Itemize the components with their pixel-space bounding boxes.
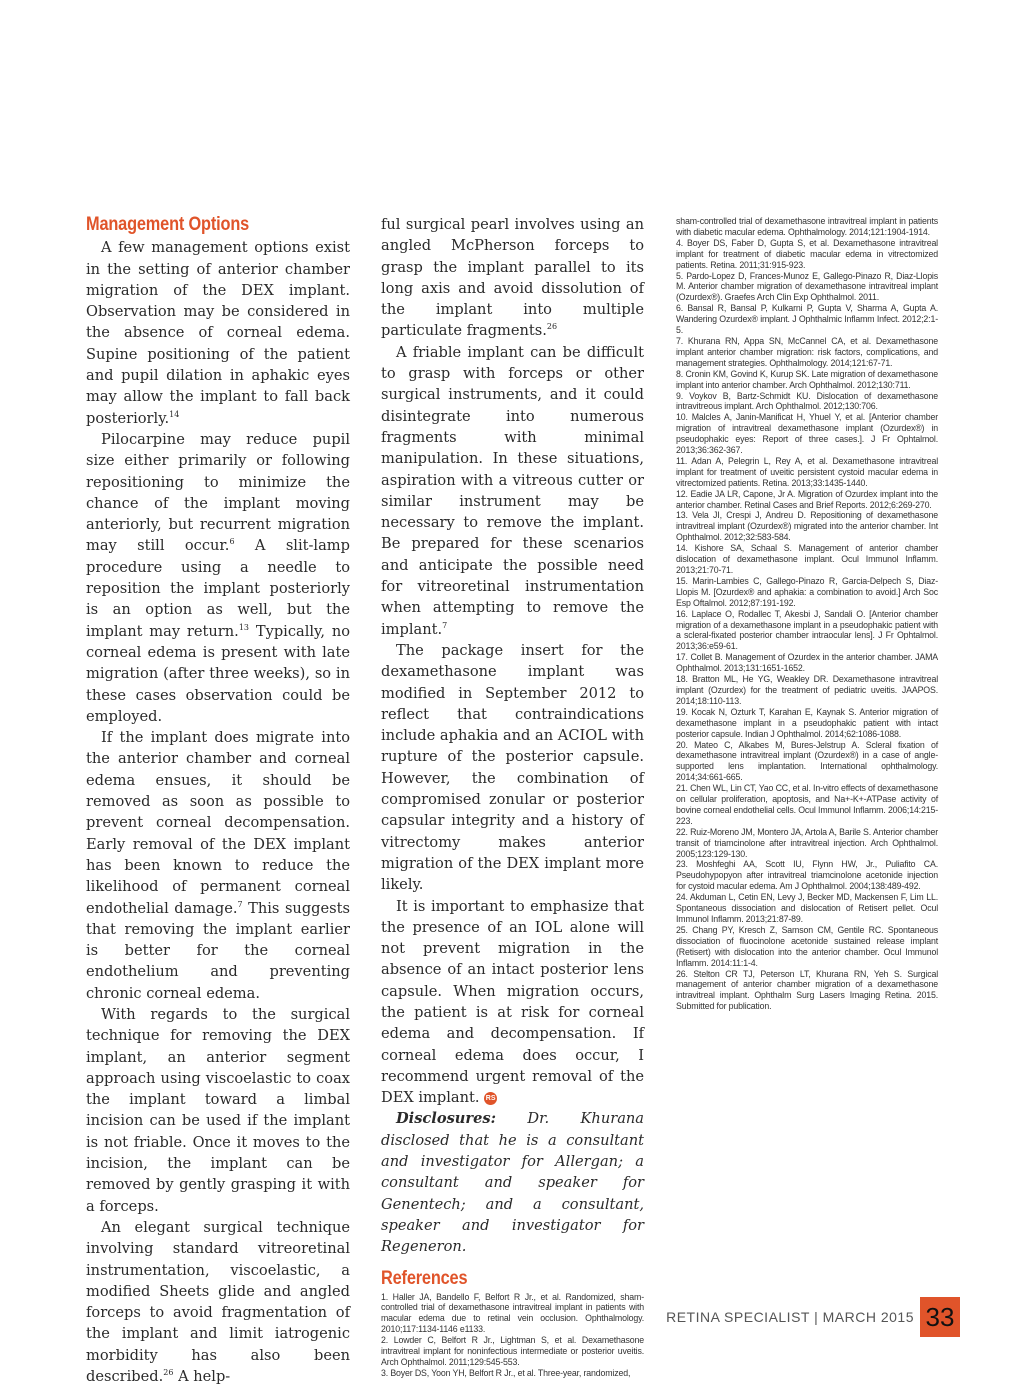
citation: 26 <box>163 1368 174 1378</box>
citation: 26 <box>546 322 558 332</box>
reference-item: 22. Ruiz-Moreno JM, Montero JA, Artola A, Barile S. Anterior chamber transit of triamcinolone after intravitreal injection. Arch Ophthalmol. 2005;123:129-130. <box>676 826 938 859</box>
paragraph: If the implant does migrate into the anterior chamber and corneal edema ensues, it should be removed as soon as possible to prevent corneal decompensation. Early removal of the DEX implant has been known to reduce the likelihood of permanent corneal endothelial damage.$^7$ This suggests that removing the implant earlier is better for the corneal endothelium and preventing chronic corneal edema. <box>86 729 350 1002</box>
reference-item: 7. Khurana RN, Appa SN, McCannel CA, et al. Dexamethasone implant anterior chamber migration: risk factors, complications, and management strategies. Ophthalmology. 2014;121:67-71. <box>676 335 938 368</box>
page-number: 33 <box>920 1297 960 1337</box>
column-1 <box>86 214 350 1387</box>
reference-item: sham-controlled trial of dexamethasone intravitreal implant in patients with diabetic macular edema. Ophthalmology. 2014;121:1904-1914. <box>676 216 938 237</box>
references-list-part-2 <box>676 216 938 1012</box>
reference-item: 15. Marin-Lambies C, Gallego-Pinazo R, Garcia-Delpech S, Diaz-Llopis M. [Ozurdex® and aphakia: a combination to avoid.] Arch Soc Esp Oftalmol. 2012;87:191-192. <box>676 575 938 608</box>
references-list-part-1 <box>381 1292 644 1379</box>
footer-publication: RETINA SPECIALIST | MARCH 2015 <box>666 1309 914 1325</box>
citation: 7 <box>442 620 448 630</box>
reference-item: 13. Vela JI, Crespi J, Andreu D. Repositioning of dexamethasone intravitreal implant (Ozurdex®) migrated into the anterior chamber. Int Ophthalmol. 2012;32:583-584. <box>676 510 938 543</box>
end-of-article-icon: RS <box>484 1092 497 1105</box>
paragraph: ful surgical pearl involves using an angled McPherson forceps to grasp the implant parallel to its long axis and avoid dissolution of the implant into multiple particulate fragments.$^{26}$ <box>381 216 644 340</box>
reference-item: 26. Stelton CR TJ, Peterson LT, Khurana RN, Yeh S. Surgical management of anterior chamber migration of a dexamethasone intravitreal implant. Ophthalm Surg Lasers Imaging Retina. 2015. Submitted for publication. <box>676 968 938 1012</box>
reference-item: 25. Chang PY, Kresch Z, Samson CM, Gentile RC. Spontaneous dissociation of fluocinolone acetonide sustained release implant (Retisert) with dislocation into the anterior chamber. Ocul Immunol Inflamm. 2014:11:1-4. <box>676 924 938 968</box>
paragraph: An elegant surgical technique involving standard vitreoretinal instrumentation, viscoelastic, a modified Sheets glide and angled forceps to avoid fragmentation of the implant and limit iatrogenic morbidity has also been described.$^{26}$ A help- <box>86 1218 350 1386</box>
reference-item: 14. Kishore SA, Schaal S. Management of anterior chamber dislocation of dexamethasone implant. Ocul Immunol Inflamm. 2013;21:70-71. <box>676 543 938 575</box>
reference-item: 4. Boyer DS, Faber D, Gupta S, et al. Dexamethasone intravitreal implant for treatment of diabetic macular edema in vitrectomized patients. Retina. 2011;31:915-923. <box>676 237 938 270</box>
reference-item: 21. Chen WL, Lin CT, Yao CC, et al. In-vitro effects of dexamethasone on cellular proliferation, apoptosis, and Na+-K+-ATPase activity of bovine corneal endothelial cells. Ocul Immunol Inflamm. 2006;14:215-223. <box>676 783 939 826</box>
reference-item: 24. Akduman L, Cetin EN, Levy J, Becker MD, Mackensen F, Lim LL. Spontaneous dissociation and dislocation of Retisert pellet. Ocul Immunol Inflamm. 2013;21:87-89. <box>676 892 938 924</box>
paragraph: Pilocarpine may reduce pupil size either primarily or following repositioning to minimize the chance of the implant moving anteriorly, but recurrent migration may still occur.$^6$ A slit-lamp procedure using a needle to reposition the implant posteriorly is an option as well, but the implant may return.$^{13}$ Typically, no corneal edema is present with late migration (after three weeks), so in these cases observation could be employed. <box>86 430 351 725</box>
reference-item: 6. Bansal R, Bansal P, Kulkarni P, Gupta V, Sharma A, Gupta A. Wandering Ozurdex® implant. J Ophthalmic Inflamm Infect. 2012;2:1-5. <box>676 303 938 336</box>
paragraph: With regards to the surgical technique for removing the DEX implant, an anterior segment approach using viscoelastic to coax the implant toward a limbal incision can be used if the implant is not friable. Once it moves to the incision, the implant can be removed by gently grasping it with a forceps. <box>86 1005 350 1215</box>
paragraph: It is important to emphasize that the presence of an IOL alone will not prevent migration in the absence of an intact posterior lens capsule. When migration occurs, the patient is at risk for corneal edema and decompensation. If corneal edema does occur, I recommend urgent removal of the DEX implant. RS <box>381 897 644 1107</box>
reference-item: 1. Haller JA, Bandello F, Belfort R Jr., et al. Randomized, sham-controlled trial of dexamethasone intravitreal implant in patients with macular edema due to retinal vein occlusion. Ophthalmology. 2010;117:1134-1146 e1133. <box>381 1291 644 1335</box>
paragraph: A friable implant can be difficult to grasp with forceps or other surgical instruments, and it could disintegrate into numerous fragments with minimal manipulation. In these situations, aspiration with a vitreous cutter or similar instrument may be necessary to remove the implant. Be prepared for these scenarios and anticipate the possible need for vitreoretinal instrumentation when attempting to remove the implant.$^7$ <box>381 343 644 638</box>
reference-item: 23. Moshfeghi AA, Scott IU, Flynn HW, Jr., Puliafito CA. Pseudohypopyon after intravitreal triamcinolone acetonide injection for cystoid macular edema. Am J Ophthalmol. 2004;138:489-492. <box>676 859 938 892</box>
paragraph: The package insert for the dexamethasone implant was modified in September 2012 to reflect that contraindications include aphakia and an ACIOL with rupture of the posterior capsule. However, the combination of compromised zonular or posterior capsular integrity and a history of vitrectomy makes anterior migration of the DEX implant more likely. <box>381 641 644 894</box>
citation: 7 <box>237 899 243 909</box>
reference-item: 18. Bratton ML, He YG, Weakley DR. Dexamethasone intravitreal implant (Ozurdex) for the treatment of pediatric uveitis. JAAPOS. 2014;18:110-113. <box>676 674 938 706</box>
body-text-block <box>381 214 644 1258</box>
reference-item: 17. Collet B. Management of Ozurdex in the anterior chamber. JAMA Ophthalmol. 2013;131:1651-1652. <box>676 652 938 674</box>
reference-item: 5. Pardo-Lopez D, Frances-Munoz E, Gallego-Pinazo R, Diaz-Llopis M. Anterior chamber migration of dexamethasone intravitreal implant (Ozurdex®). Graefes Arch Clin Exp Ophthalmol. 2011. <box>676 270 938 303</box>
citation: 6 <box>229 537 235 547</box>
citation: 13 <box>238 622 250 632</box>
disclosures-label: Disclosures: <box>396 1110 496 1128</box>
citation: 14 <box>169 409 180 419</box>
disclosures: Disclosures: Dr. Khurana disclosed that he is a consultant and investigator for Allergan; a consultant and speaker for Genentech; and a consultant, speaker and investigator for Regeneron. <box>381 1110 644 1256</box>
page-footer <box>660 1297 960 1337</box>
column-2 <box>381 214 644 1379</box>
reference-item: 2. Lowder C, Belfort R Jr., Lightman S, et al. Dexamethasone intravitreal implant for noninfectious intermediate or posterior uveitis. Arch Ophthalmol. 2011;129:545-553. <box>381 1335 644 1367</box>
reference-item: 19. Kocak N, Ozturk T, Karahan E, Kaynak S. Anterior migration of dexamethasone implant in a pseudophakic patient with intact posterior capsule. Indian J Ophthalmol. 2014;62:1086-1088. <box>676 706 938 739</box>
reference-item: 10. Malcles A, Janin-Manificat H, Yhuel Y, et al. [Anterior chamber migration of intravitreal dexamethasone implant (Ozurdex®) in pseudophakic eyes: Report of three cases.]. J Fr Ophtalmol. 2013;36:362-367. <box>676 412 938 456</box>
section-heading-references: References <box>381 1267 468 1289</box>
reference-item: 16. Laplace O, Rodallec T, Akesbi J, Sandali O. [Anterior chamber migration of a dexamethasone implant in a pseudophakic patient with a scleral-fixated posterior chamber intraocular lens]. J Fr Ophtalmol. 2013;36:e59-61. <box>676 608 938 652</box>
paragraph: A few management options exist in the setting of anterior chamber migration of the DEX implant. Observation may be considered in the absence of corneal edema. Supine positioning of the patient and pupil dilation in aphakic eyes may allow the implant to fall back posteriorly.$^{14}$ <box>86 239 350 427</box>
reference-item: 20. Mateo C, Alkabes M, Bures-Jelstrup A. Scleral fixation of dexamethasone intravitreal implant (Ozurdex®) in a case of angle-supported lens implantation. International ophthalmology. 2014;34:661-665. <box>676 739 938 783</box>
reference-item: 12. Eadie JA LR, Capone, Jr A. Migration of Ozurdex implant into the anterior chamber. Retinal Cases and Brief Reports. 2012;6:269-270. <box>676 488 938 510</box>
section-heading-management: Management Options <box>86 214 250 235</box>
reference-item: 11. Adan A, Pelegrin L, Rey A, et al. Dexamethasone intravitreal implant for treatment of uveitic persistent cystoid macular edema in vitrectomized patients. Retina. 2013;33:1435-1440. <box>676 455 938 488</box>
reference-item: 3. Boyer DS, Yoon YH, Belfort R Jr., et al. Three-year, randomized, <box>381 1367 631 1378</box>
reference-item: 8. Cronin KM, Govind K, Kurup SK. Late migration of dexamethasone implant into anterior chamber. Arch Ophthalmol. 2012;130:711. <box>676 368 938 390</box>
reference-item: 9. Voykov B, Bartz-Schmidt KU. Dislocation of dexamethasone intravitreous implant. Arch Ophthalmol. 2012;130:706. <box>676 390 938 412</box>
